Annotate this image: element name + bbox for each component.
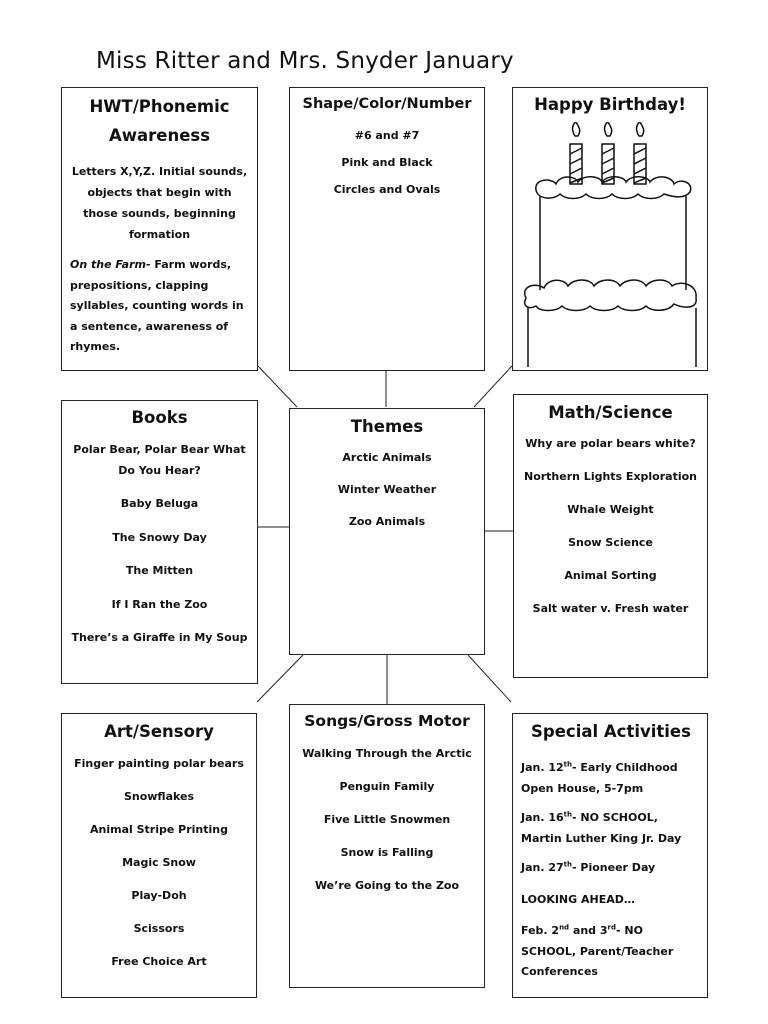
hwt-farm-rest: Farm words, prepositions, clapping syllables, counting words in a sentence, awareness of rhymes. — [70, 258, 244, 353]
theme-item: Arctic Animals — [342, 451, 432, 464]
special-activity: Jan. 27th- Pioneer Day — [521, 860, 656, 874]
art-item: Free Choice Art — [111, 955, 207, 968]
art-item: Play-Doh — [131, 889, 187, 902]
art-item: Finger painting polar bears — [74, 757, 244, 770]
math-item: Why are polar bears white? — [525, 437, 696, 450]
songs-box — [289, 704, 485, 988]
birthday-heading: Happy Birthday! — [534, 95, 686, 114]
book-item: There’s a Giraffe in My Soup — [71, 631, 248, 644]
math-item: Animal Sorting — [564, 569, 657, 582]
theme-item: Zoo Animals — [348, 515, 426, 528]
flame — [605, 122, 612, 136]
shape-box — [289, 87, 485, 371]
shape-item: Pink and Black — [341, 156, 433, 169]
theme-item: Winter Weather — [337, 483, 437, 496]
page-title: Miss Ritter and Mrs. Snyder January — [96, 48, 514, 74]
hwt-letters-text: Letters X,Y,Z. Initial sounds, objects that begin with those sounds, beginning formation — [71, 165, 248, 241]
art-item: Snowflakes — [123, 790, 195, 803]
flame — [637, 122, 644, 136]
connector-birthday — [474, 366, 512, 407]
book-item: Baby Beluga — [120, 497, 199, 510]
math-box — [513, 394, 708, 678]
song-item: Walking Through the Arctic — [302, 747, 472, 760]
shape-item: #6 and #7 — [354, 129, 420, 142]
art-heading: Art/Sensory — [104, 722, 214, 741]
math-item: Whale Weight — [567, 503, 654, 516]
hwt-box — [61, 87, 258, 371]
special-heading: Special Activities — [531, 722, 691, 741]
special-activity: Jan. 12th- Early Childhood Open House, 5-7pm — [521, 760, 678, 795]
themes-box — [289, 408, 485, 655]
birthday-cake-image — [514, 122, 704, 367]
book-item: The Mitten — [125, 564, 194, 577]
art-item: Animal Stripe Printing — [90, 823, 228, 836]
books-box — [61, 400, 258, 684]
math-item: Northern Lights Exploration — [523, 470, 698, 483]
shape-item: Circles and Ovals — [333, 183, 441, 196]
song-item: Snow is Falling — [340, 846, 434, 859]
hwt-heading — [70, 92, 249, 150]
special-activity: Feb. 2nd and 3rd- NO SCHOOL, Parent/Teacher Conferences — [521, 923, 674, 978]
song-item: We’re Going to the Zoo — [314, 879, 460, 892]
connector-special — [468, 655, 511, 702]
books-heading: Books — [131, 408, 188, 427]
connector-art — [257, 655, 303, 702]
book-item: The Snowy Day — [112, 530, 207, 544]
songs-heading: Songs/Gross Motor — [304, 712, 470, 730]
connector-hwt — [258, 366, 297, 407]
hwt-farm-italic: On the Farm- — [70, 258, 151, 271]
math-item: Salt water v. Fresh water — [532, 602, 689, 615]
shape-heading: Shape/Color/Number — [302, 96, 472, 112]
song-item: Penguin Family — [339, 780, 435, 793]
art-box — [61, 713, 257, 998]
math-item: Snow Science — [568, 536, 653, 549]
art-item: Magic Snow — [122, 856, 196, 869]
flame — [573, 122, 580, 136]
hwt-farm-text — [70, 255, 249, 358]
looking-ahead-text: LOOKING AHEAD… — [521, 892, 635, 906]
hwt-heading-line1: HWT/Phonemic — [89, 97, 230, 116]
cake-middle-frosting — [525, 280, 696, 311]
birthday-box — [512, 87, 708, 371]
special-activity: Jan. 16th- NO SCHOOL, Martin Luther King Jr. Day — [521, 810, 682, 845]
song-item: Five Little Snowmen — [323, 813, 451, 826]
math-heading: Math/Science — [548, 403, 673, 422]
special-box — [512, 713, 708, 998]
book-item: If I Ran the Zoo — [111, 597, 208, 611]
book-item: Polar Bear, Polar Bear What Do You Hear? — [73, 443, 246, 477]
art-item: Scissors — [133, 922, 185, 935]
hwt-heading-line2: Awareness — [108, 126, 211, 145]
themes-heading: Themes — [350, 417, 424, 436]
